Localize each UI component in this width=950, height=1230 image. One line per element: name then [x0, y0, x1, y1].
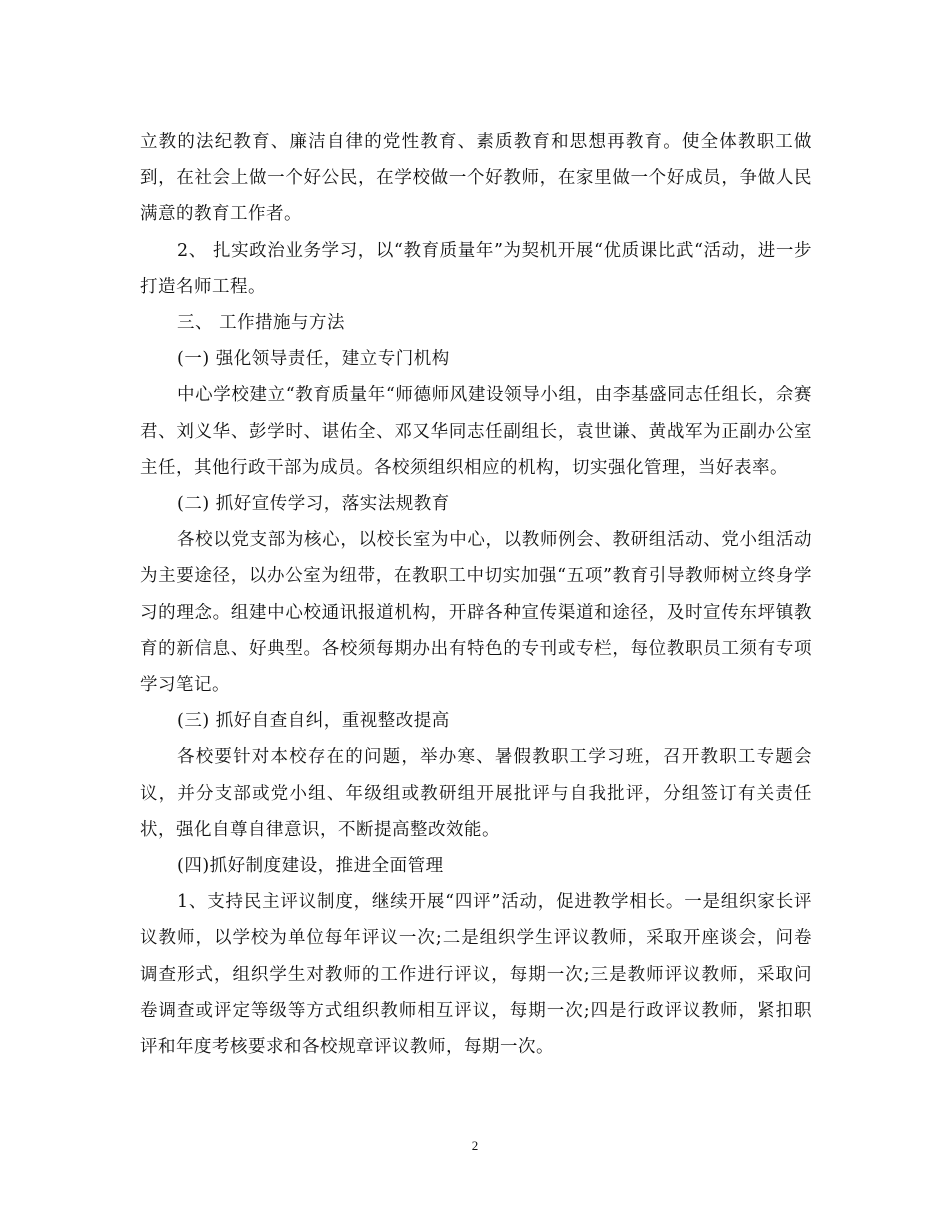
paragraph-3: 中心学校建立“教育质量年“师德师风建设领导小组，由李基盛同志任组长，佘赛君、刘义华、彭学时、谌佑全、邓又华同志任副组长，袁世谦、黄战军为正副办公室主任，其他行政干部为成员。各校须组织相应的机构，切实强化管理，当好表率。	[140, 385, 812, 478]
paragraph-1: 立教的法纪教育、廉洁自律的党性教育、素质教育和思想再教育。使全体教职工做到，在社会上做一个好公民，在学校做一个好教师，在家里做一个好成员，争做人民满意的教育工作者。	[140, 132, 812, 225]
subsection-heading-4: (四)抓好制度建设，推进全面管理	[177, 856, 444, 877]
subsection-heading-1: (一) 强化领导责任，建立专门机构	[177, 349, 450, 370]
paragraph-4: 各校以党支部为核心，以校长室为中心，以教师例会、教研组活动、党小组活动为主要途径，以办公室为纽带，在教职工中切实加强“五项”教育引导教师树立终身学习的理念。组建中心校通讯报道机构，开辟各种宣传渠道和途径，及时宣传东坪镇教育的新信息、好典型。各校须每期办出有特色的专刊或专栏，每位教职员工须有专项学习笔记。	[140, 530, 812, 696]
page-number: 2	[471, 1138, 479, 1153]
paragraph-6: 1、支持民主评议制度，继续开展“四评”活动，促进教学相长。一是组织家长评议教师，以学校为单位每年评议一次;二是组织学生评议教师，采取开座谈会，问卷调查形式，组织学生对教师的工作进行评议，每期一次;三是教师评议教师，采取问卷调查或评定等级等方式组织教师相互评议，每期一次;四是行政评议教师，紧扣职评和年度考核要求和各校规章评议教师，每期一次。	[140, 892, 812, 1058]
document-body	[140, 124, 812, 1065]
subsection-heading-3: (三) 抓好自查自纠，重视整改提高	[177, 711, 450, 732]
subsection-heading-2: (二) 抓好宣传学习，落实法规教育	[177, 494, 450, 515]
paragraph-5: 各校要针对本校存在的问题，举办寒、暑假教职工学习班，召开教职工专题会议，并分支部或党小组、年级组或教研组开展批评与自我批评，分组签订有关责任状，强化自尊自律意识，不断提高整改效能。	[140, 747, 812, 840]
section-heading-3: 三、 工作措施与方法	[177, 313, 346, 334]
paragraph-2: 2、 扎实政治业务学习，以“教育质量年”为契机开展“优质课比武“活动，进一步打造名师工程。	[140, 240, 812, 297]
